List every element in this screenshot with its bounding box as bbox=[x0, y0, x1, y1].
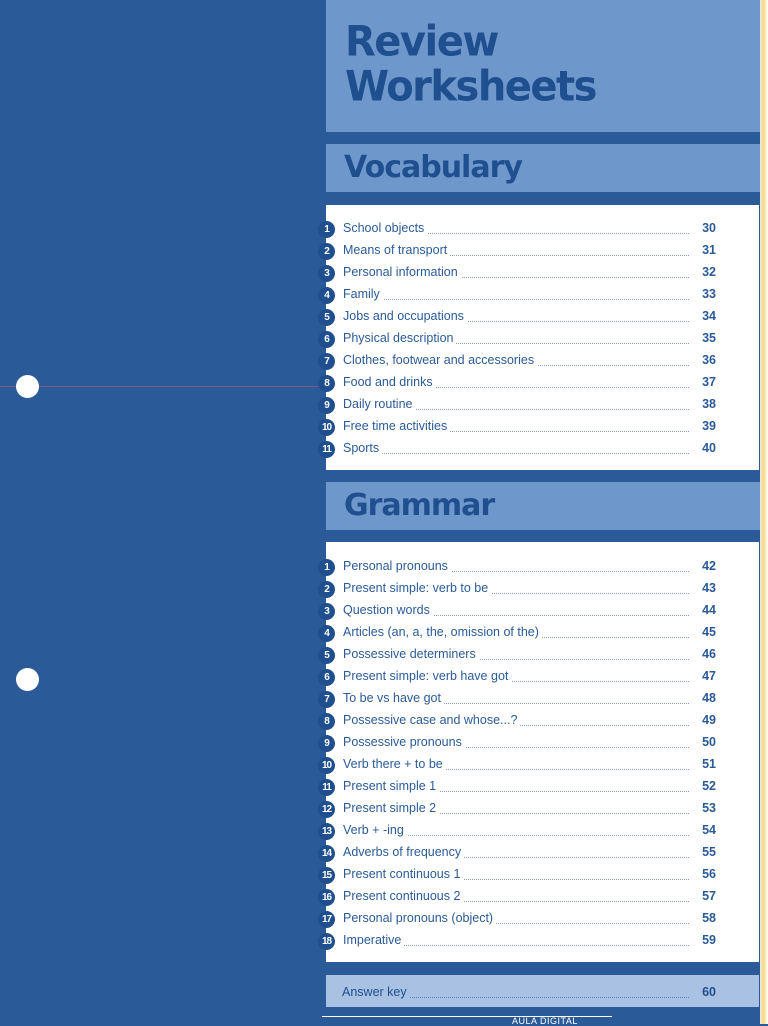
item-number-badge: 12 bbox=[318, 801, 335, 818]
item-page-number: 49 bbox=[702, 713, 716, 727]
vocabulary-item[interactable] bbox=[321, 416, 759, 438]
item-number-badge: 11 bbox=[318, 441, 335, 458]
grammar-item[interactable] bbox=[326, 732, 759, 754]
vocabulary-item[interactable] bbox=[326, 372, 759, 394]
item-page-number: 39 bbox=[702, 419, 716, 433]
item-label: Food and drinks bbox=[343, 375, 436, 389]
item-label: School objects bbox=[343, 221, 427, 235]
item-number-badge: 10 bbox=[318, 757, 335, 774]
item-label: Means of transport bbox=[343, 243, 450, 257]
item-page-number: 54 bbox=[702, 823, 716, 837]
footer-brand: AULA DIGITAL bbox=[512, 1016, 578, 1026]
vocabulary-item[interactable] bbox=[326, 306, 759, 328]
item-number-badge: 7 bbox=[318, 353, 335, 370]
grammar-item[interactable] bbox=[321, 930, 759, 952]
vocabulary-heading: Vocabulary bbox=[344, 150, 522, 185]
item-label: Jobs and occupations bbox=[343, 309, 467, 323]
item-label: Clothes, footwear and accessories bbox=[343, 353, 537, 367]
item-number-badge: 5 bbox=[318, 309, 335, 326]
fold-rule bbox=[0, 386, 326, 387]
answer-key-row[interactable] bbox=[326, 975, 759, 1007]
item-number-badge: 16 bbox=[318, 889, 335, 906]
vocabulary-item[interactable] bbox=[326, 240, 759, 262]
vocabulary-item[interactable] bbox=[326, 350, 759, 372]
item-page-number: 43 bbox=[702, 581, 716, 595]
item-label: Personal pronouns (object) bbox=[343, 911, 496, 925]
item-number-badge: 8 bbox=[318, 375, 335, 392]
answer-key-page: 60 bbox=[702, 985, 716, 999]
vocabulary-band bbox=[326, 144, 760, 192]
item-label: Free time activities bbox=[343, 419, 450, 433]
item-label: Possessive determiners bbox=[343, 647, 479, 661]
item-label: Question words bbox=[343, 603, 433, 617]
grammar-item[interactable] bbox=[326, 556, 759, 578]
item-label: Adverbs of frequency bbox=[343, 845, 464, 859]
item-number-badge: 1 bbox=[318, 559, 335, 576]
item-page-number: 32 bbox=[702, 265, 716, 279]
item-label: Present simple 1 bbox=[343, 779, 439, 793]
item-label: Sports bbox=[343, 441, 382, 455]
grammar-heading: Grammar bbox=[344, 488, 495, 523]
item-label: Present simple 2 bbox=[343, 801, 439, 815]
item-label: Possessive pronouns bbox=[343, 735, 465, 749]
item-number-badge: 5 bbox=[318, 647, 335, 664]
item-page-number: 31 bbox=[702, 243, 716, 257]
grammar-item[interactable] bbox=[326, 688, 759, 710]
item-number-badge: 10 bbox=[318, 419, 335, 436]
item-number-badge: 8 bbox=[318, 713, 335, 730]
item-number-badge: 4 bbox=[318, 287, 335, 304]
grammar-item[interactable] bbox=[321, 886, 759, 908]
item-number-badge: 17 bbox=[318, 911, 335, 928]
item-page-number: 46 bbox=[702, 647, 716, 661]
item-page-number: 35 bbox=[702, 331, 716, 345]
grammar-item[interactable] bbox=[326, 644, 759, 666]
item-page-number: 55 bbox=[702, 845, 716, 859]
item-page-number: 47 bbox=[702, 669, 716, 683]
vocabulary-list bbox=[321, 205, 759, 470]
grammar-item[interactable] bbox=[321, 864, 759, 886]
item-number-badge: 15 bbox=[318, 867, 335, 884]
item-page-number: 38 bbox=[702, 397, 716, 411]
item-label: Family bbox=[343, 287, 383, 301]
grammar-item[interactable] bbox=[321, 754, 759, 776]
grammar-item[interactable] bbox=[321, 820, 759, 842]
item-page-number: 44 bbox=[702, 603, 716, 617]
item-number-badge: 3 bbox=[318, 265, 335, 282]
page-edge bbox=[760, 0, 768, 1024]
item-page-number: 48 bbox=[702, 691, 716, 705]
vocabulary-item[interactable] bbox=[326, 328, 759, 350]
item-number-badge: 14 bbox=[318, 845, 335, 862]
item-number-badge: 9 bbox=[318, 735, 335, 752]
item-page-number: 51 bbox=[702, 757, 716, 771]
grammar-item[interactable] bbox=[326, 600, 759, 622]
item-page-number: 52 bbox=[702, 779, 716, 793]
punch-hole-bottom bbox=[16, 668, 39, 691]
item-page-number: 53 bbox=[702, 801, 716, 815]
item-label: Personal information bbox=[343, 265, 461, 279]
item-number-badge: 7 bbox=[318, 691, 335, 708]
dot-leader bbox=[343, 299, 689, 300]
item-page-number: 56 bbox=[702, 867, 716, 881]
grammar-item[interactable] bbox=[326, 578, 759, 600]
item-number-badge: 6 bbox=[318, 331, 335, 348]
grammar-item[interactable] bbox=[326, 622, 759, 644]
item-label: Physical description bbox=[343, 331, 456, 345]
item-page-number: 33 bbox=[702, 287, 716, 301]
title-band bbox=[326, 0, 760, 132]
grammar-item[interactable] bbox=[321, 908, 759, 930]
item-label: Verb there + to be bbox=[343, 757, 446, 771]
item-page-number: 45 bbox=[702, 625, 716, 639]
item-label: Present simple: verb have got bbox=[343, 669, 511, 683]
item-page-number: 40 bbox=[702, 441, 716, 455]
item-label: Daily routine bbox=[343, 397, 415, 411]
grammar-item[interactable] bbox=[322, 776, 759, 798]
vocabulary-item[interactable] bbox=[326, 394, 759, 416]
item-label: Articles (an, a, the, omission of the) bbox=[343, 625, 542, 639]
item-label: Verb + -ing bbox=[343, 823, 407, 837]
item-page-number: 34 bbox=[702, 309, 716, 323]
item-label: Present simple: verb to be bbox=[343, 581, 491, 595]
item-number-badge: 18 bbox=[318, 933, 335, 950]
item-label: Imperative bbox=[343, 933, 404, 947]
dot-leader bbox=[343, 453, 689, 454]
item-label: To be vs have got bbox=[343, 691, 444, 705]
vocabulary-item[interactable] bbox=[326, 218, 759, 240]
vocabulary-item[interactable] bbox=[322, 438, 759, 460]
item-page-number: 58 bbox=[702, 911, 716, 925]
item-page-number: 30 bbox=[702, 221, 716, 235]
item-number-badge: 11 bbox=[318, 779, 335, 796]
item-page-number: 57 bbox=[702, 889, 716, 903]
answer-key-label: Answer key bbox=[342, 985, 410, 999]
item-page-number: 50 bbox=[702, 735, 716, 749]
item-page-number: 36 bbox=[702, 353, 716, 367]
left-cover-panel bbox=[0, 0, 326, 1024]
item-label: Possessive case and whose...? bbox=[343, 713, 520, 727]
grammar-list bbox=[321, 542, 759, 962]
grammar-item[interactable] bbox=[326, 666, 759, 688]
grammar-item[interactable] bbox=[321, 842, 759, 864]
item-page-number: 37 bbox=[702, 375, 716, 389]
item-number-badge: 3 bbox=[318, 603, 335, 620]
item-number-badge: 2 bbox=[318, 581, 335, 598]
grammar-item[interactable] bbox=[321, 798, 759, 820]
item-label: Present continuous 2 bbox=[343, 889, 463, 903]
vocabulary-item[interactable] bbox=[326, 284, 759, 306]
item-number-badge: 13 bbox=[318, 823, 335, 840]
grammar-band bbox=[326, 482, 760, 530]
item-number-badge: 4 bbox=[318, 625, 335, 642]
punch-hole-top bbox=[16, 375, 39, 398]
item-label: Present continuous 1 bbox=[343, 867, 463, 881]
page-title: Review Worksheets bbox=[345, 17, 596, 112]
item-number-badge: 2 bbox=[318, 243, 335, 260]
item-page-number: 42 bbox=[702, 559, 716, 573]
grammar-item[interactable] bbox=[326, 710, 759, 732]
item-page-number: 59 bbox=[702, 933, 716, 947]
item-number-badge: 1 bbox=[318, 221, 335, 238]
item-label: Personal pronouns bbox=[343, 559, 451, 573]
vocabulary-item[interactable] bbox=[326, 262, 759, 284]
item-number-badge: 9 bbox=[318, 397, 335, 414]
item-number-badge: 6 bbox=[318, 669, 335, 686]
